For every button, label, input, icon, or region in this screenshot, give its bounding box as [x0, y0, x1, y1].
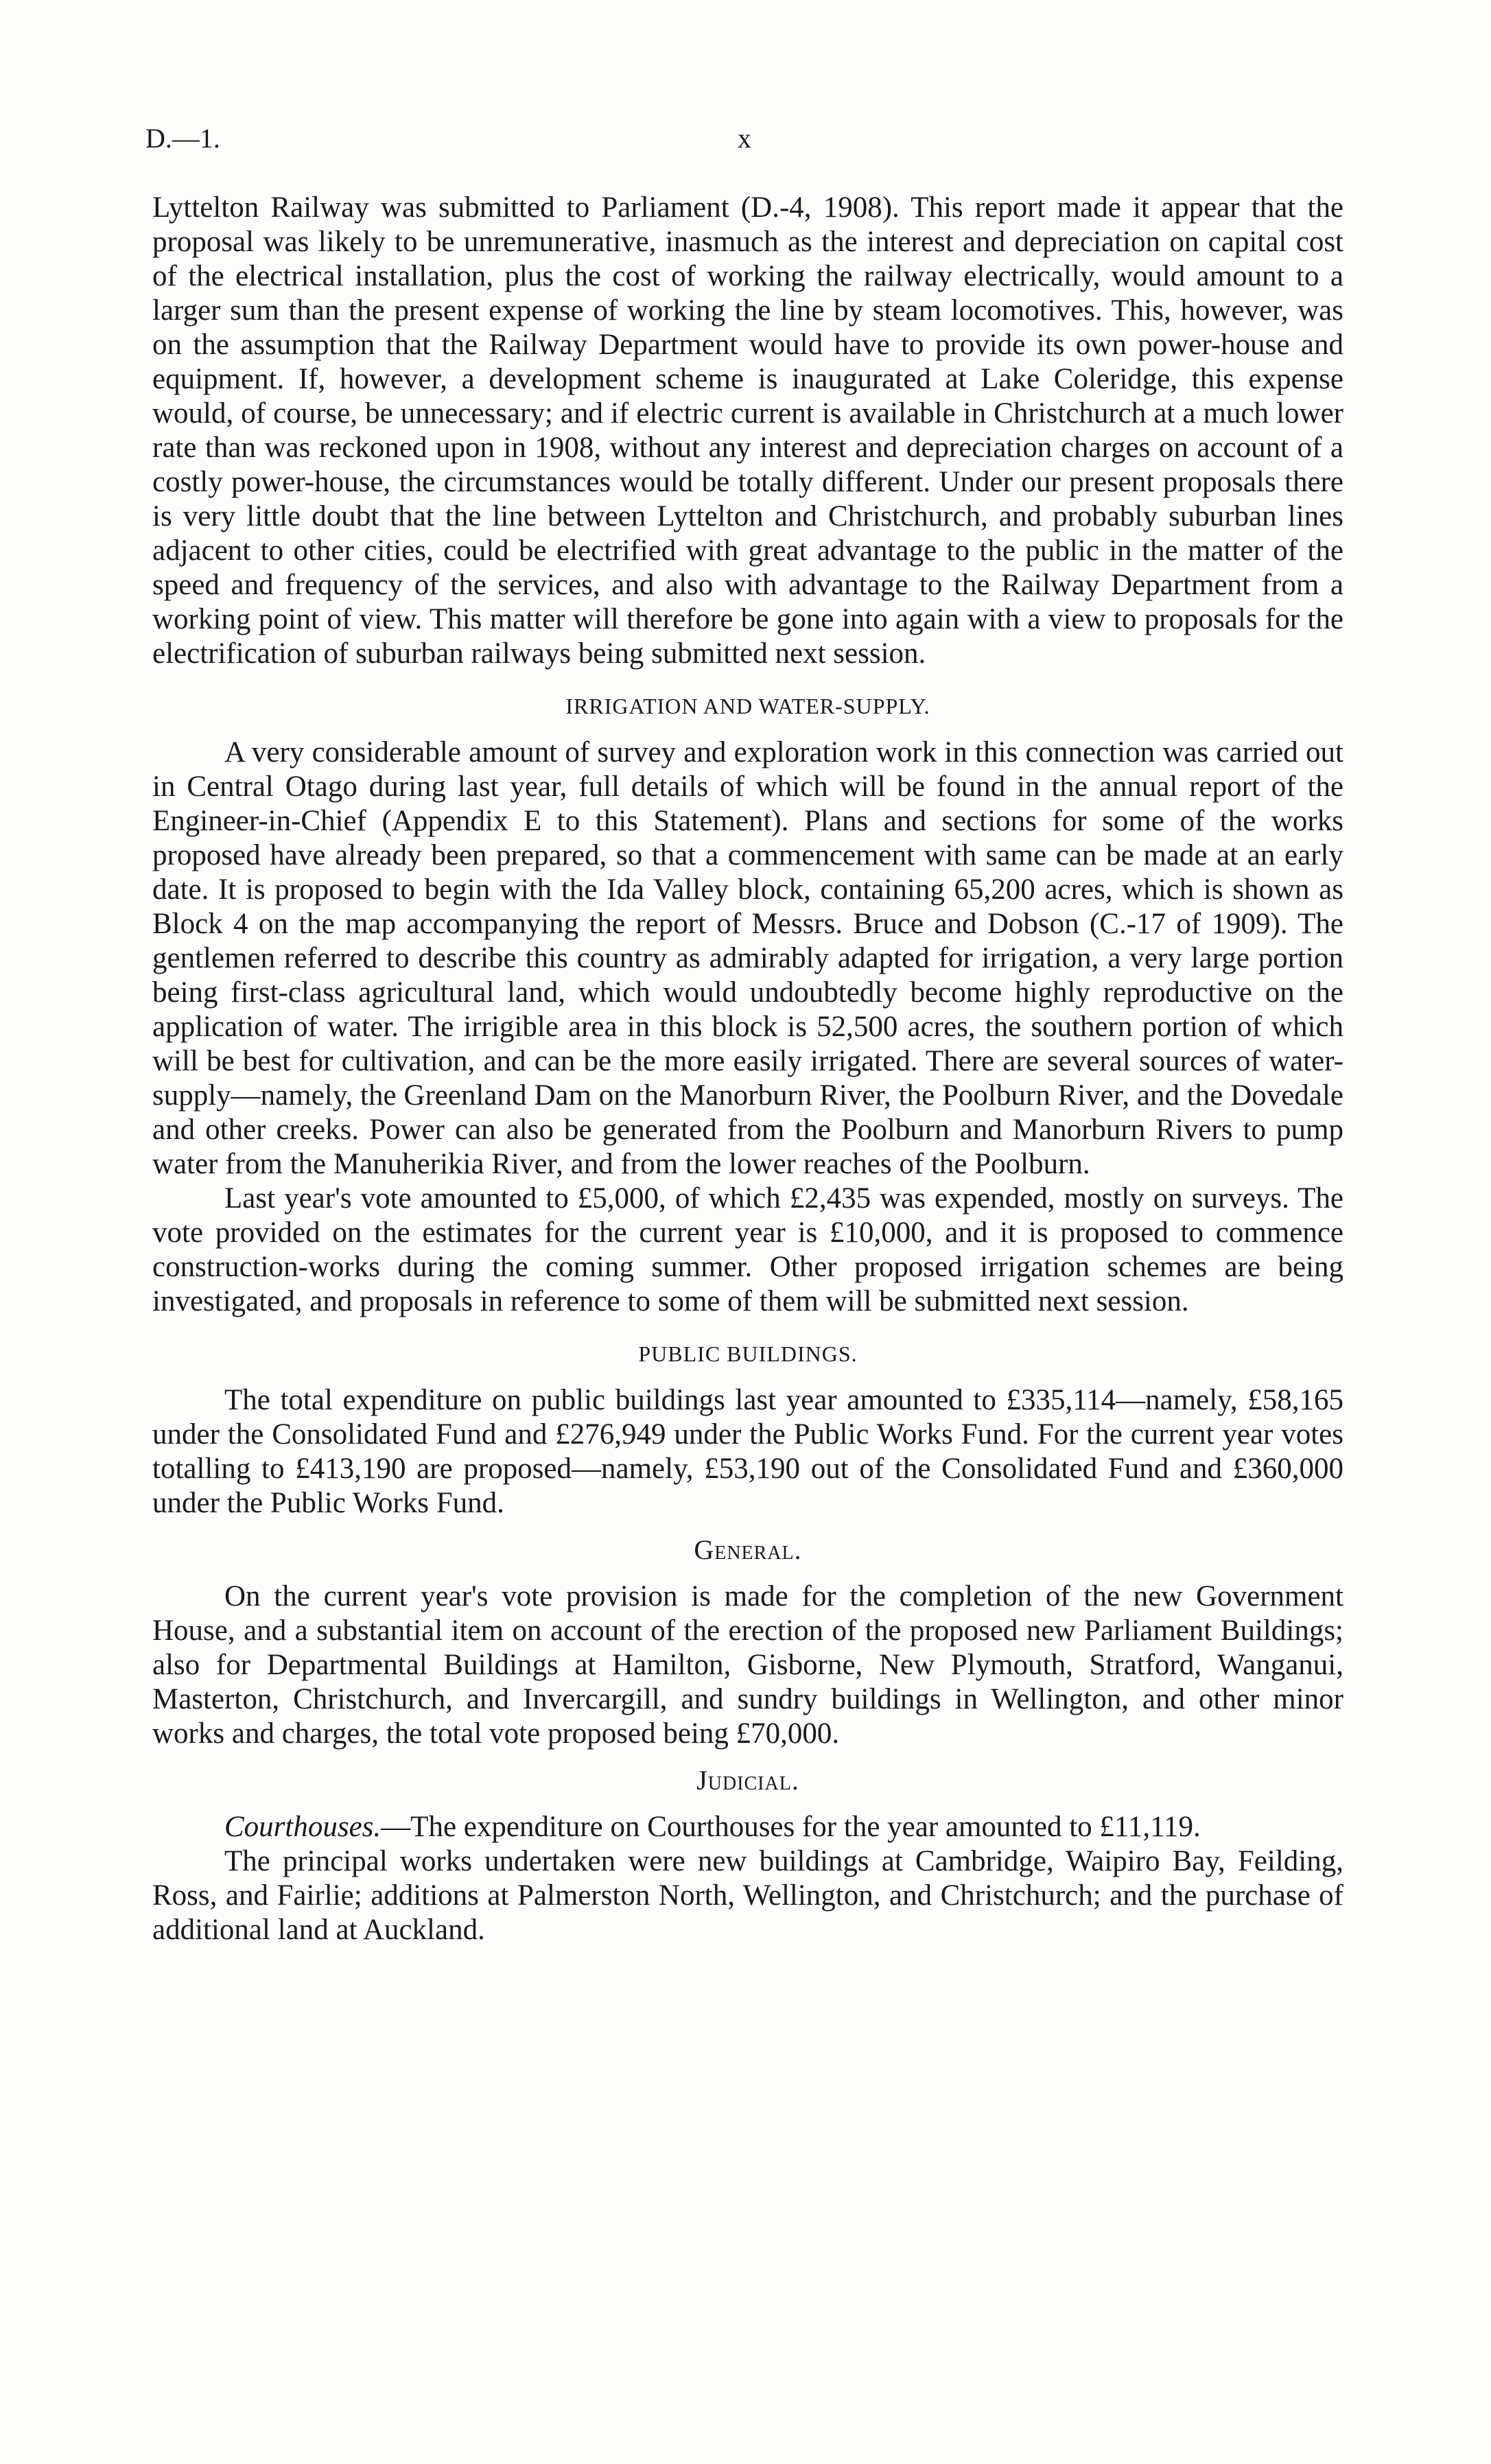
- document-body: [152, 191, 1343, 1947]
- courthouses-text: —The expenditure on Courthouses for the year amounted to £11,119.: [381, 1811, 1201, 1843]
- paragraph-public-buildings-expenditure: The total expenditure on public buildings last year amounted to £335,114—namely, £58,165 under the Consolidated Fund and £276,949 under the Public Works Fund. For the current year votes totalling to £413,190 are proposed—namely, £53,190 out of the Consolidated Fund and £360,000 under the Public Works Fund.: [152, 1384, 1343, 1519]
- paragraph-railway-electrification: Lyttelton Railway was submitted to Parliament (D.-4, 1908). This report made it appear that the proposal was likely to be unremunerative, inasmuch as the interest and depreciation on capital cost of the electrical installation, plus the cost of working the railway electrically, would amount to a larger sum than the present expense of working the line by steam locomotives. This, however, was on the assumption that the Railway Department would have to provide its own power-house and equipment. If, however, a development scheme is inaugurated at Lake Coleridge, this expense would, of course, be unnecessary; and if electric current is available in Christchurch at a much lower rate than was reckoned upon in 1908, without any interest and depreciation charges on account of a costly power-house, the circumstances would be totally different. Under our present proposals there is very little doubt that the line between Lyttelton and Christchurch, and probably suburban lines adjacent to other cities, could be electrified with great advantage to the public in the matter of the speed and frequency of the services, and also with advantage to the Railway Department from a working point of view. This matter will therefore be gone into again with a view to proposals for the electrification of suburban railways being submitted next session.: [152, 191, 1343, 670]
- paragraph-general-vote: On the current year's vote provision is made for the completion of the new Government House, and a substantial item on account of the erection of the proposed new Parliament Buildings; also for Departmental Buildings at Hamilton, Gisborne, New Plymouth, Stratford, Wanganui, Masterton, Christchurch, and Invercargill, and sundry buildings in Wellington, and other minor works and charges, the total vote proposed being £70,000.: [152, 1580, 1343, 1750]
- page-header: [145, 122, 1343, 163]
- paragraph-irrigation-survey: A very considerable amount of survey and exploration work in this connection was carried out in Central Otago during last year, full details of which will be found in the annual report of the Engineer-in-Chief (Appendix E to this Statement). Plans and sections for some of the works proposed have already been prepared, so that a commencement with same can be made at an early date. It is proposed to begin with the Ida Valley block, containing 65,200 acres, which is shown as Block 4 on the map accompanying the report of Messrs. Bruce and Dobson (C.-17 of 1909). The gentlemen referred to describe this country as admirably adapted for irrigation, a very large portion being first-class agricultural land, which would undoubtedly become highly reproductive on the application of water. The irrigible area in this block is 52,500 acres, the southern portion of which will be best for cultivation, and can be the more easily irrigated. There are several sources of water-supply—namely, the Greenland Dam on the Manorburn River, the Poolburn River, and the Dovedale and other creeks. Power can also be generated from the Poolburn and Manorburn Rivers to pump water from the Manuherikia River, and from the lower reaches of the Poolburn.: [152, 736, 1343, 1180]
- section-heading-public-buildings: PUBLIC BUILDINGS.: [638, 1341, 858, 1366]
- paragraph-irrigation-vote: Last year's vote amounted to £5,000, of which £2,435 was expended, mostly on surveys. The vote provided on the estimates for the current year is £10,000, and it is proposed to commence construction-works during the coming summer. Other proposed irrigation schemes are being investigated, and proposals in reference to some of them will be submitted next session.: [152, 1182, 1343, 1317]
- paragraph-courthouse-works: The principal works undertaken were new buildings at Cambridge, Waipiro Bay, Feilding, Ross, and Fairlie; additions at Palmerston North, Wellington, and Christchurch; and the purchase of additional land at Auckland.: [152, 1845, 1343, 1946]
- document-reference: D.—1.: [145, 123, 220, 154]
- paragraph-courthouses: [152, 1810, 1343, 1844]
- section-heading-irrigation: IRRIGATION AND WATER-SUPPLY.: [565, 694, 930, 718]
- page-number: x: [738, 123, 751, 154]
- subheading-general: General.: [694, 1534, 802, 1565]
- courthouses-lead: Courthouses.: [224, 1811, 381, 1843]
- subheading-judicial: Judicial.: [696, 1765, 799, 1796]
